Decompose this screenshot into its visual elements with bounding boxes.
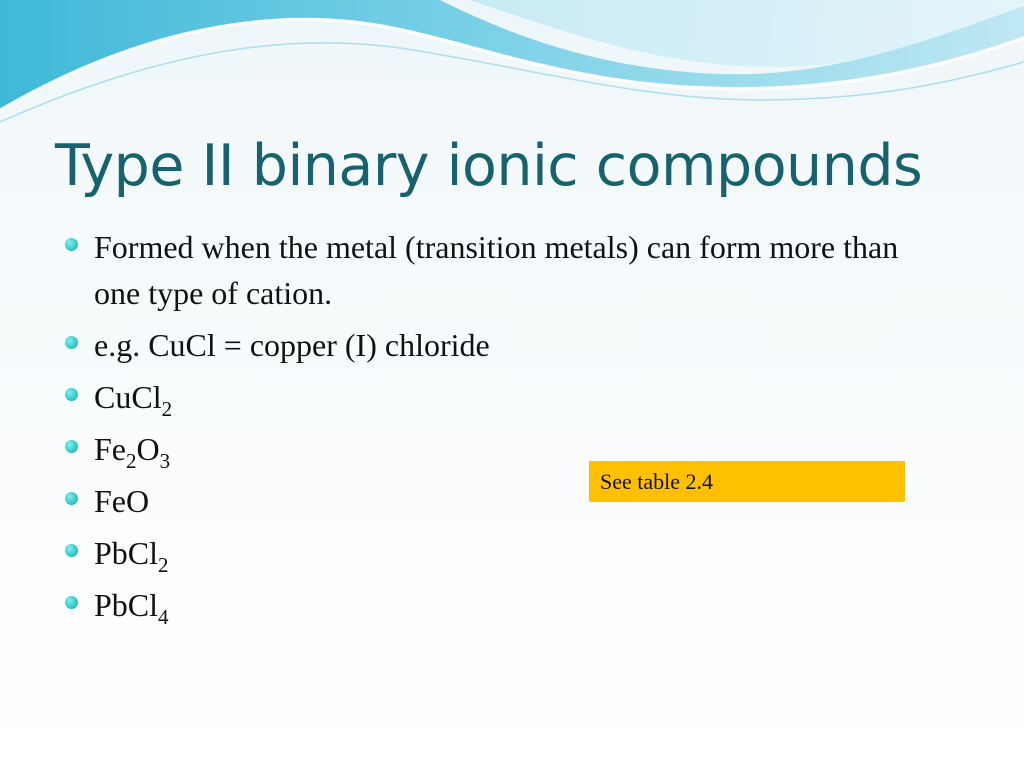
bullet-text: e.g. CuCl = copper (I) chloride [94,327,490,363]
formula-subscript: 2 [158,553,169,577]
bullet-item-definition [60,224,940,316]
slide-title: Type II binary ionic compounds [55,133,923,199]
bullet-list [60,224,940,634]
formula-base: PbCl [94,587,159,623]
bullet-dot-icon [65,492,78,505]
formula-subscript: 4 [158,605,169,629]
bullet-item-pbcl2 [60,530,940,576]
bullet-text: FeO [94,483,150,519]
bullet-dot-icon [65,388,78,401]
callout-see-table: See table 2.4 [589,461,905,502]
formula-subscript: 2 [161,397,173,421]
bullet-text: Formed when the metal (transition metals) can form more than one type of cation. [94,229,899,311]
formula-base: PbCl [94,535,159,571]
bullet-dot-icon [65,544,78,557]
bullet-dot-icon [65,596,78,609]
bullet-dot-icon [65,336,78,349]
formula-element: Fe [94,431,126,467]
formula-base: CuCl [94,379,162,415]
bullet-item-example [60,322,940,368]
wave-header-decoration [0,0,1024,130]
formula-subscript: 3 [159,449,171,473]
bullet-item-pbcl4 [60,582,940,628]
bullet-dot-icon [65,238,78,251]
bullet-item-cucl2 [60,374,940,420]
formula-element: O [136,431,160,467]
formula-subscript: 2 [126,449,137,473]
bullet-dot-icon [65,440,78,453]
